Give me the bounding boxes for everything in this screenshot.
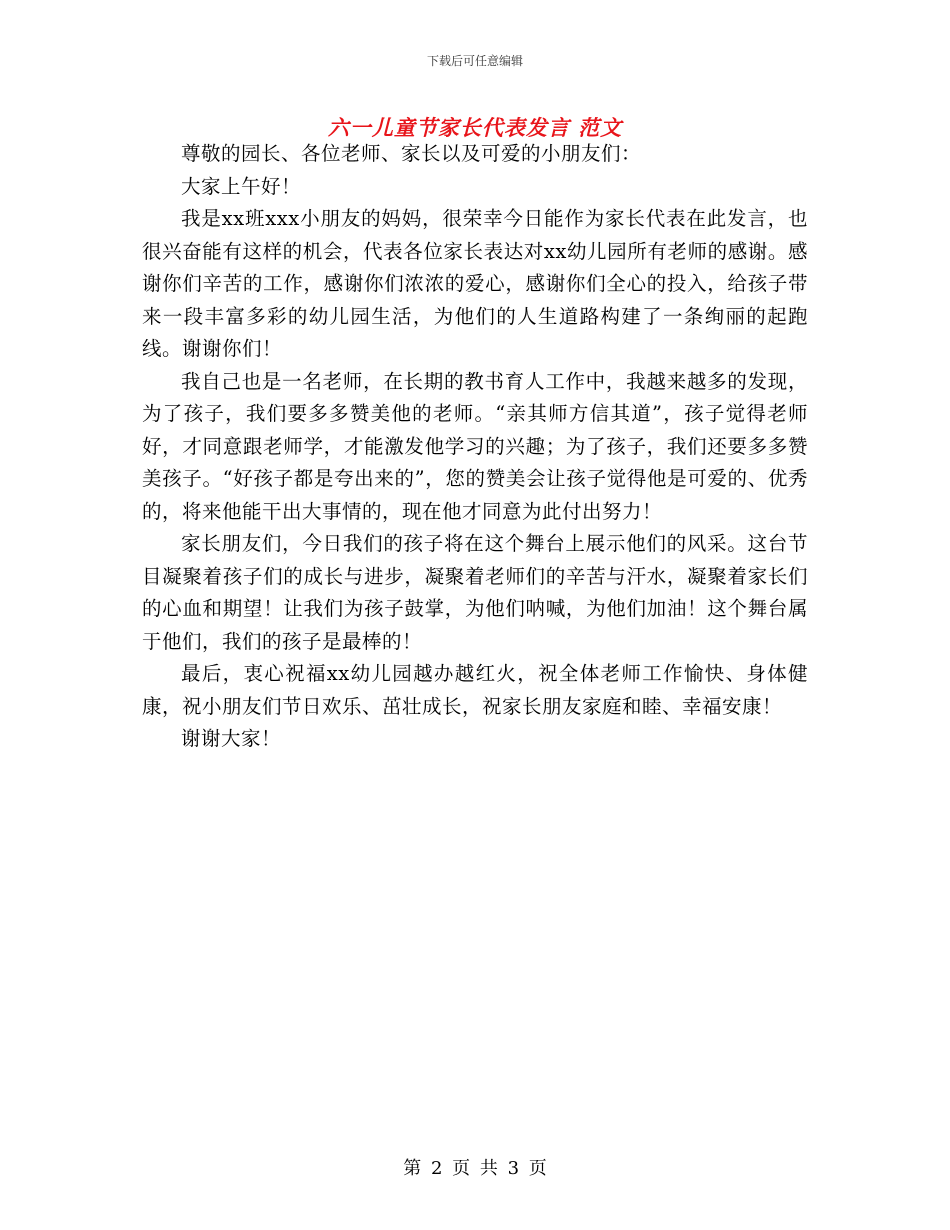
paragraph-praise-teachers: 我自己也是一名老师，在长期的教书育人工作中，我越来越多的发现，为了孩子，我们要多多赞美他的老师。“亲其师方信其道”，孩子觉得老师好，才同意跟老师学，才能激发他学习的兴趣；为了孩子，我们还要多多赞美孩子。“好孩子都是夸出来的”，您的赞美会让孩子觉得他是可爱的、优秀的，将来他能干出大事情的，现在他才同意为此付出努力！ <box>142 369 808 523</box>
paragraph-thanks: 谢谢大家！ <box>181 727 282 750</box>
paragraph-blessings: 最后，衷心祝福xx幼儿园越办越红火，祝全体老师工作愉快、身体健康，祝小朋友们节日欢乐、茁壮成长，祝家长朋友家庭和睦、幸福安康！ <box>142 662 808 718</box>
paragraph-greeting: 大家上午好！ <box>181 174 302 198</box>
paragraph-introduction: 我是xx班xxx小朋友的妈妈，很荣幸今日能作为家长代表在此发言，也很兴奋能有这样的机会，代表各位家长表达对xx幼儿园所有老师的感谢。感谢你们辛苦的工作，感谢你们浓浓的爱心，感谢你们全心的投入，给孩子带来一段丰富多彩的幼儿园生活，为他们的人生道路构建了一条绚丽的起跑线。谢谢你们！ <box>142 207 808 360</box>
header-note: 下载后可任意编辑 <box>426 54 523 68</box>
page-number: 第 2 页 共 3 页 <box>403 1158 547 1179</box>
document-title: 六一儿童节家长代表发言 范文 <box>327 116 623 140</box>
paragraph-stage: 家长朋友们，今日我们的孩子将在这个舞台上展示他们的风采。这台节目凝聚着孩子们的成长与进步，凝聚着老师们的辛苦与汗水，凝聚着家长们的心血和期望！让我们为孩子鼓掌，为他们呐喊，为他们加油！这个舞台属于他们，我们的孩子是最棒的！ <box>142 532 808 653</box>
document-body <box>142 138 808 756</box>
paragraph-salutation: 尊敬的园长、各位老师、家长以及可爱的小朋友们： <box>181 142 642 165</box>
